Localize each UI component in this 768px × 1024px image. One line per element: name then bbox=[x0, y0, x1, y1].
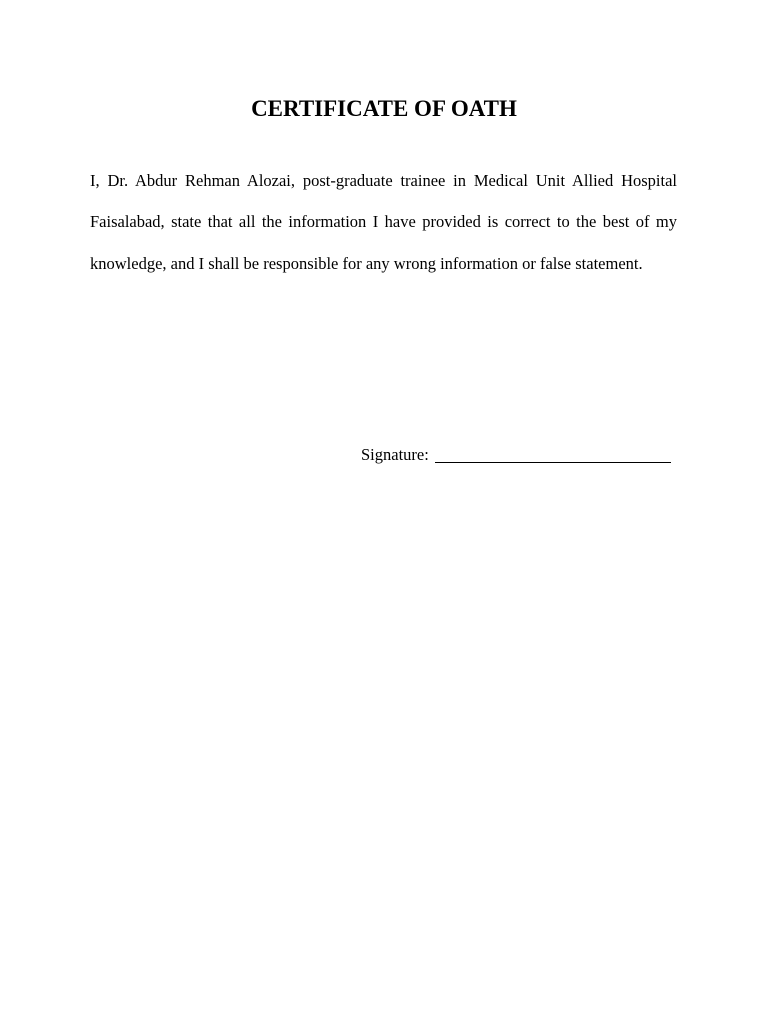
oath-statement: I, Dr. Abdur Rehman Alozai, post-graduate trainee in Medical Unit Allied Hospital Faisalabad, state that all the information I have provided is correct to the best of my knowledge, and I shall be responsible for any wrong information or false statement. bbox=[90, 171, 677, 273]
document-title: CERTIFICATE OF OATH bbox=[251, 96, 517, 121]
signature-line bbox=[435, 461, 671, 463]
signature-label: Signature: bbox=[361, 445, 429, 464]
signature-block bbox=[361, 442, 677, 468]
